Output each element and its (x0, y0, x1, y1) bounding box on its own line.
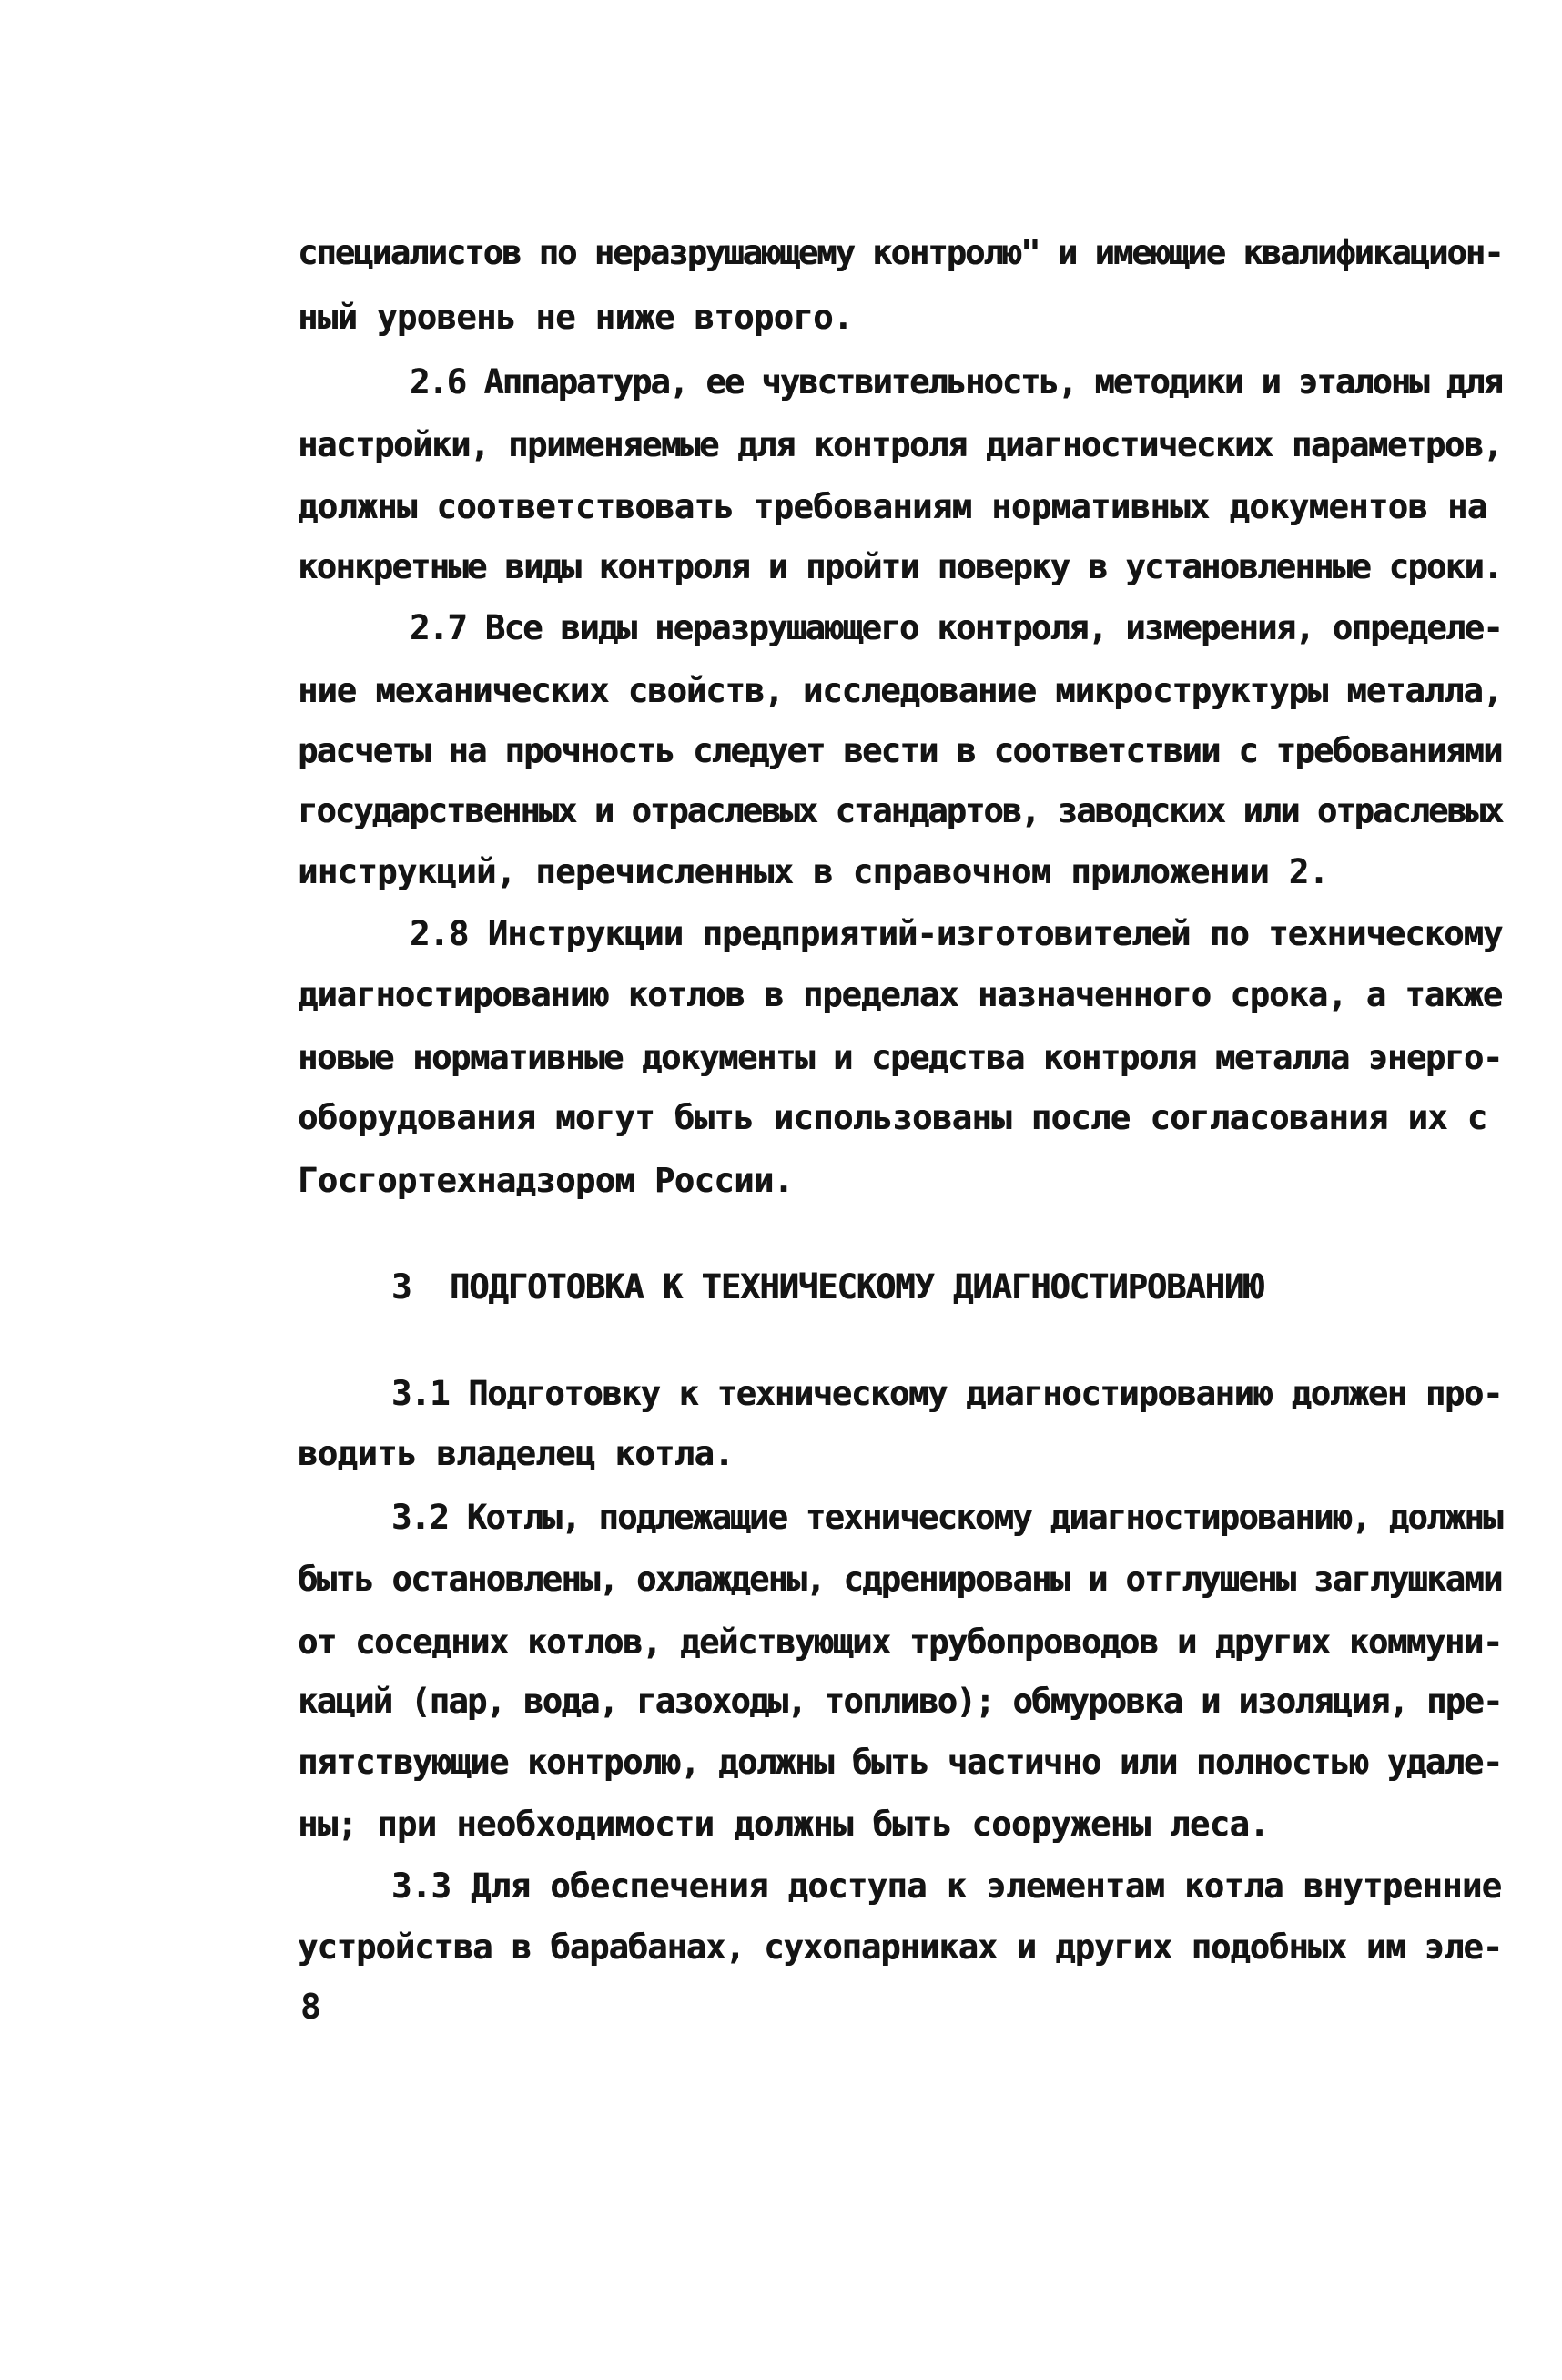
paragraph-3-1-first-line: 3.1 Подготовку к техническому диагностированию должен про- (391, 1374, 1503, 1413)
page-number: 8 (300, 1987, 321, 2027)
text-line: новые нормативные документы и средства контроля металла энерго- (298, 1038, 1502, 1077)
text-line: инструкций, перечисленных в справочном приложении 2. (298, 852, 1329, 891)
text-line: государственных и отраслевых стандартов, заводских или отраслевых (298, 791, 1503, 830)
text-line: конкретные виды контроля и пройти поверку в установленные сроки. (298, 547, 1502, 586)
paragraph-2-6-first-line: 2.6 Аппаратура, ее чувствительность, методики и эталоны для (410, 362, 1502, 402)
text-line: устройства в барабанах, сухопарниках и других подобных им эле- (298, 1927, 1503, 1967)
text-line: оборудования могут быть использованы после согласования их с (298, 1098, 1487, 1137)
paragraph-2-8-first-line: 2.8 Инструкции предприятий-изготовителей по техническому (410, 914, 1503, 953)
paragraph-2-7-first-line: 2.7 Все виды неразрушающего контроля, измерения, определе- (410, 608, 1503, 647)
text-line: специалистов по неразрушающему контролю" и имеющие квалификацион- (298, 233, 1503, 272)
text-line: водить владелец котла. (298, 1434, 735, 1473)
text-line: Госгортехнадзором России. (298, 1161, 794, 1200)
text-line: быть остановлены, охлаждены, сдренированы и отглушены заглушками (298, 1560, 1502, 1599)
text-line: каций (пар, вода, газоходы, топливо); обмуровка и изоляция, пре- (298, 1682, 1502, 1721)
text-line: должны соответствовать требованиям нормативных документов на (298, 487, 1487, 526)
text-line: расчеты на прочность следует вести в соответствии с требованиями (298, 731, 1502, 770)
text-line: диагностированию котлов в пределах назначенного срока, а также (298, 975, 1503, 1014)
section-3-heading: 3 ПОДГОТОВКА К ТЕХНИЧЕСКОМУ ДИАГНОСТИРОВАНИЮ (391, 1267, 1263, 1307)
text-line: от соседних котлов, действующих трубопроводов и других коммуни- (298, 1622, 1502, 1662)
text-line: пятствующие контролю, должны быть частично или полностью удале- (298, 1743, 1502, 1782)
text-line: ние механических свойств, исследование микроструктуры металла, (298, 671, 1503, 710)
paragraph-3-2-first-line: 3.2 Котлы, подлежащие техническому диагностированию, должны (391, 1498, 1502, 1537)
text-line: ны; при необходимости должны быть сооружены леса. (298, 1805, 1270, 1844)
text-line: ный уровень не ниже второго. (298, 298, 853, 337)
text-line: настройки, применяемые для контроля диагностических параметров, (298, 425, 1502, 464)
paragraph-3-3-first-line: 3.3 Для обеспечения доступа к элементам котла внутренние (391, 1866, 1502, 1906)
